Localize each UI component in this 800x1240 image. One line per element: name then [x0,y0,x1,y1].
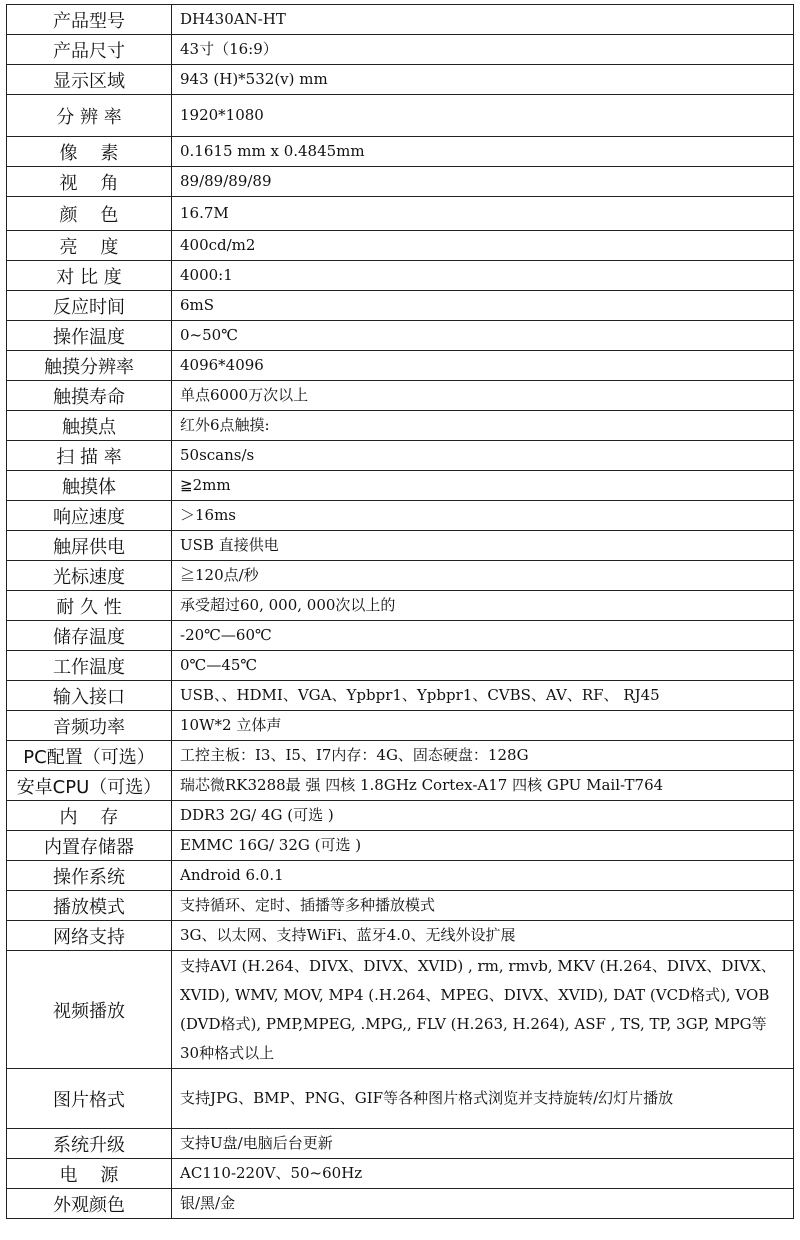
spec-label: 触屏供电 [7,531,172,561]
spec-row [7,411,794,441]
spec-row [7,65,794,95]
spec-row [7,861,794,891]
spec-label: 安卓CPU（可选） [7,771,172,801]
spec-row [7,1159,794,1189]
spec-label: 光标速度 [7,561,172,591]
spec-label: 反应时间 [7,291,172,321]
spec-row [7,137,794,167]
spec-row [7,167,794,197]
spec-label: 图片格式 [7,1069,172,1129]
spec-label: 操作温度 [7,321,172,351]
spec-value: 50scans/s [172,441,794,471]
spec-label: 内置存储器 [7,831,172,861]
spec-row [7,291,794,321]
spec-row [7,35,794,65]
spec-label: 显示区域 [7,65,172,95]
spec-label: 像 素 [7,137,172,167]
spec-table-body [7,5,794,1219]
spec-label: 操作系统 [7,861,172,891]
spec-label: 工作温度 [7,651,172,681]
spec-value: ≧120点/秒 [172,561,794,591]
spec-label: 触摸点 [7,411,172,441]
spec-row [7,681,794,711]
spec-value: 4096*4096 [172,351,794,381]
spec-row [7,261,794,291]
spec-row [7,561,794,591]
spec-label: 耐 久 性 [7,591,172,621]
spec-label: 扫 描 率 [7,441,172,471]
spec-value: 1920*1080 [172,95,794,137]
spec-value: 支持JPG、BMP、PNG、GIF等各种图片格式浏览并支持旋转/幻灯片播放 [172,1069,794,1129]
spec-row [7,471,794,501]
spec-value: 16.7M [172,197,794,231]
spec-label: 对 比 度 [7,261,172,291]
spec-label: 音频功率 [7,711,172,741]
spec-label: 电 源 [7,1159,172,1189]
spec-value: 支持AVI (H.264、DIVX、DIVX、XVID) , rm, rmvb, MKV (H.264、DIVX、DIVX、XVID), WMV, MOV, MP4 (.H.264、MPEG、DIVX、XVID), DAT (VCD格式), VOB (DVD格式), PMP,MPEG, .MPG,, FLV (H.263, H.264), ASF , TS, TP, 3GP, MPG等30种格式以上 [172,951,794,1069]
spec-row [7,231,794,261]
spec-label: PC配置（可选） [7,741,172,771]
spec-value: Android 6.0.1 [172,861,794,891]
spec-row [7,831,794,861]
spec-label: 视频播放 [7,951,172,1069]
spec-label: 触摸寿命 [7,381,172,411]
spec-label: 触摸分辨率 [7,351,172,381]
spec-label: 颜 色 [7,197,172,231]
spec-table [6,4,794,1219]
spec-label: 亮 度 [7,231,172,261]
spec-value: 43寸（16:9） [172,35,794,65]
spec-value: 承受超过60, 000, 000次以上的 [172,591,794,621]
spec-row [7,711,794,741]
spec-label: 分 辨 率 [7,95,172,137]
spec-label: 视 角 [7,167,172,197]
spec-row [7,801,794,831]
spec-value: EMMC 16G/ 32G (可选 ) [172,831,794,861]
spec-value: 6mS [172,291,794,321]
spec-value: 89/89/89/89 [172,167,794,197]
spec-value: USB 直接供电 [172,531,794,561]
spec-label: 内 存 [7,801,172,831]
spec-value: ＞16ms [172,501,794,531]
spec-sheet [6,4,794,1219]
spec-label: 网络支持 [7,921,172,951]
spec-value: 瑞芯微RK3288最 强 四核 1.8GHz Cortex-A17 四核 GPU Mail-T764 [172,771,794,801]
spec-row [7,1069,794,1129]
spec-value: ≧2mm [172,471,794,501]
spec-row [7,381,794,411]
spec-row [7,771,794,801]
spec-row [7,621,794,651]
spec-value: 4000:1 [172,261,794,291]
spec-value: 0.1615 mm x 0.4845mm [172,137,794,167]
spec-row [7,591,794,621]
spec-value: AC110-220V、50~60Hz [172,1159,794,1189]
spec-value: 支持循环、定时、插播等多种播放模式 [172,891,794,921]
spec-row [7,351,794,381]
spec-row [7,95,794,137]
spec-row [7,891,794,921]
spec-value: 工控主板：I3、I5、I7内存：4G、固态硬盘：128G [172,741,794,771]
spec-label: 响应速度 [7,501,172,531]
spec-row [7,651,794,681]
spec-value: 0~50℃ [172,321,794,351]
spec-label: 输入接口 [7,681,172,711]
spec-row [7,321,794,351]
spec-value: 0℃—45℃ [172,651,794,681]
spec-value: 单点6000万次以上 [172,381,794,411]
spec-row [7,921,794,951]
spec-row [7,951,794,1069]
spec-label: 产品尺寸 [7,35,172,65]
spec-row [7,501,794,531]
spec-value: 10W*2 立体声 [172,711,794,741]
spec-value: 支持U盘/电脑后台更新 [172,1129,794,1159]
spec-value: 红外6点触摸: [172,411,794,441]
spec-row [7,741,794,771]
spec-label: 播放模式 [7,891,172,921]
spec-value: 943 (H)*532(v) mm [172,65,794,95]
spec-value: 3G、以太网、支持WiFi、蓝牙4.0、无线外设扩展 [172,921,794,951]
spec-label: 储存温度 [7,621,172,651]
spec-label: 产品型号 [7,5,172,35]
spec-row [7,1189,794,1219]
spec-label: 外观颜色 [7,1189,172,1219]
spec-value: -20℃—60℃ [172,621,794,651]
spec-value: 400cd/m2 [172,231,794,261]
spec-row [7,197,794,231]
spec-value: DH430AN-HT [172,5,794,35]
spec-row [7,5,794,35]
spec-row [7,1129,794,1159]
spec-row [7,441,794,471]
spec-label: 触摸体 [7,471,172,501]
spec-row [7,531,794,561]
spec-label: 系统升级 [7,1129,172,1159]
spec-value: DDR3 2G/ 4G (可选 ) [172,801,794,831]
spec-value: 银/黑/金 [172,1189,794,1219]
spec-value: USB、、HDMI、VGA、Ypbpr1、Ypbpr1、CVBS、AV、RF、 RJ45 [172,681,794,711]
